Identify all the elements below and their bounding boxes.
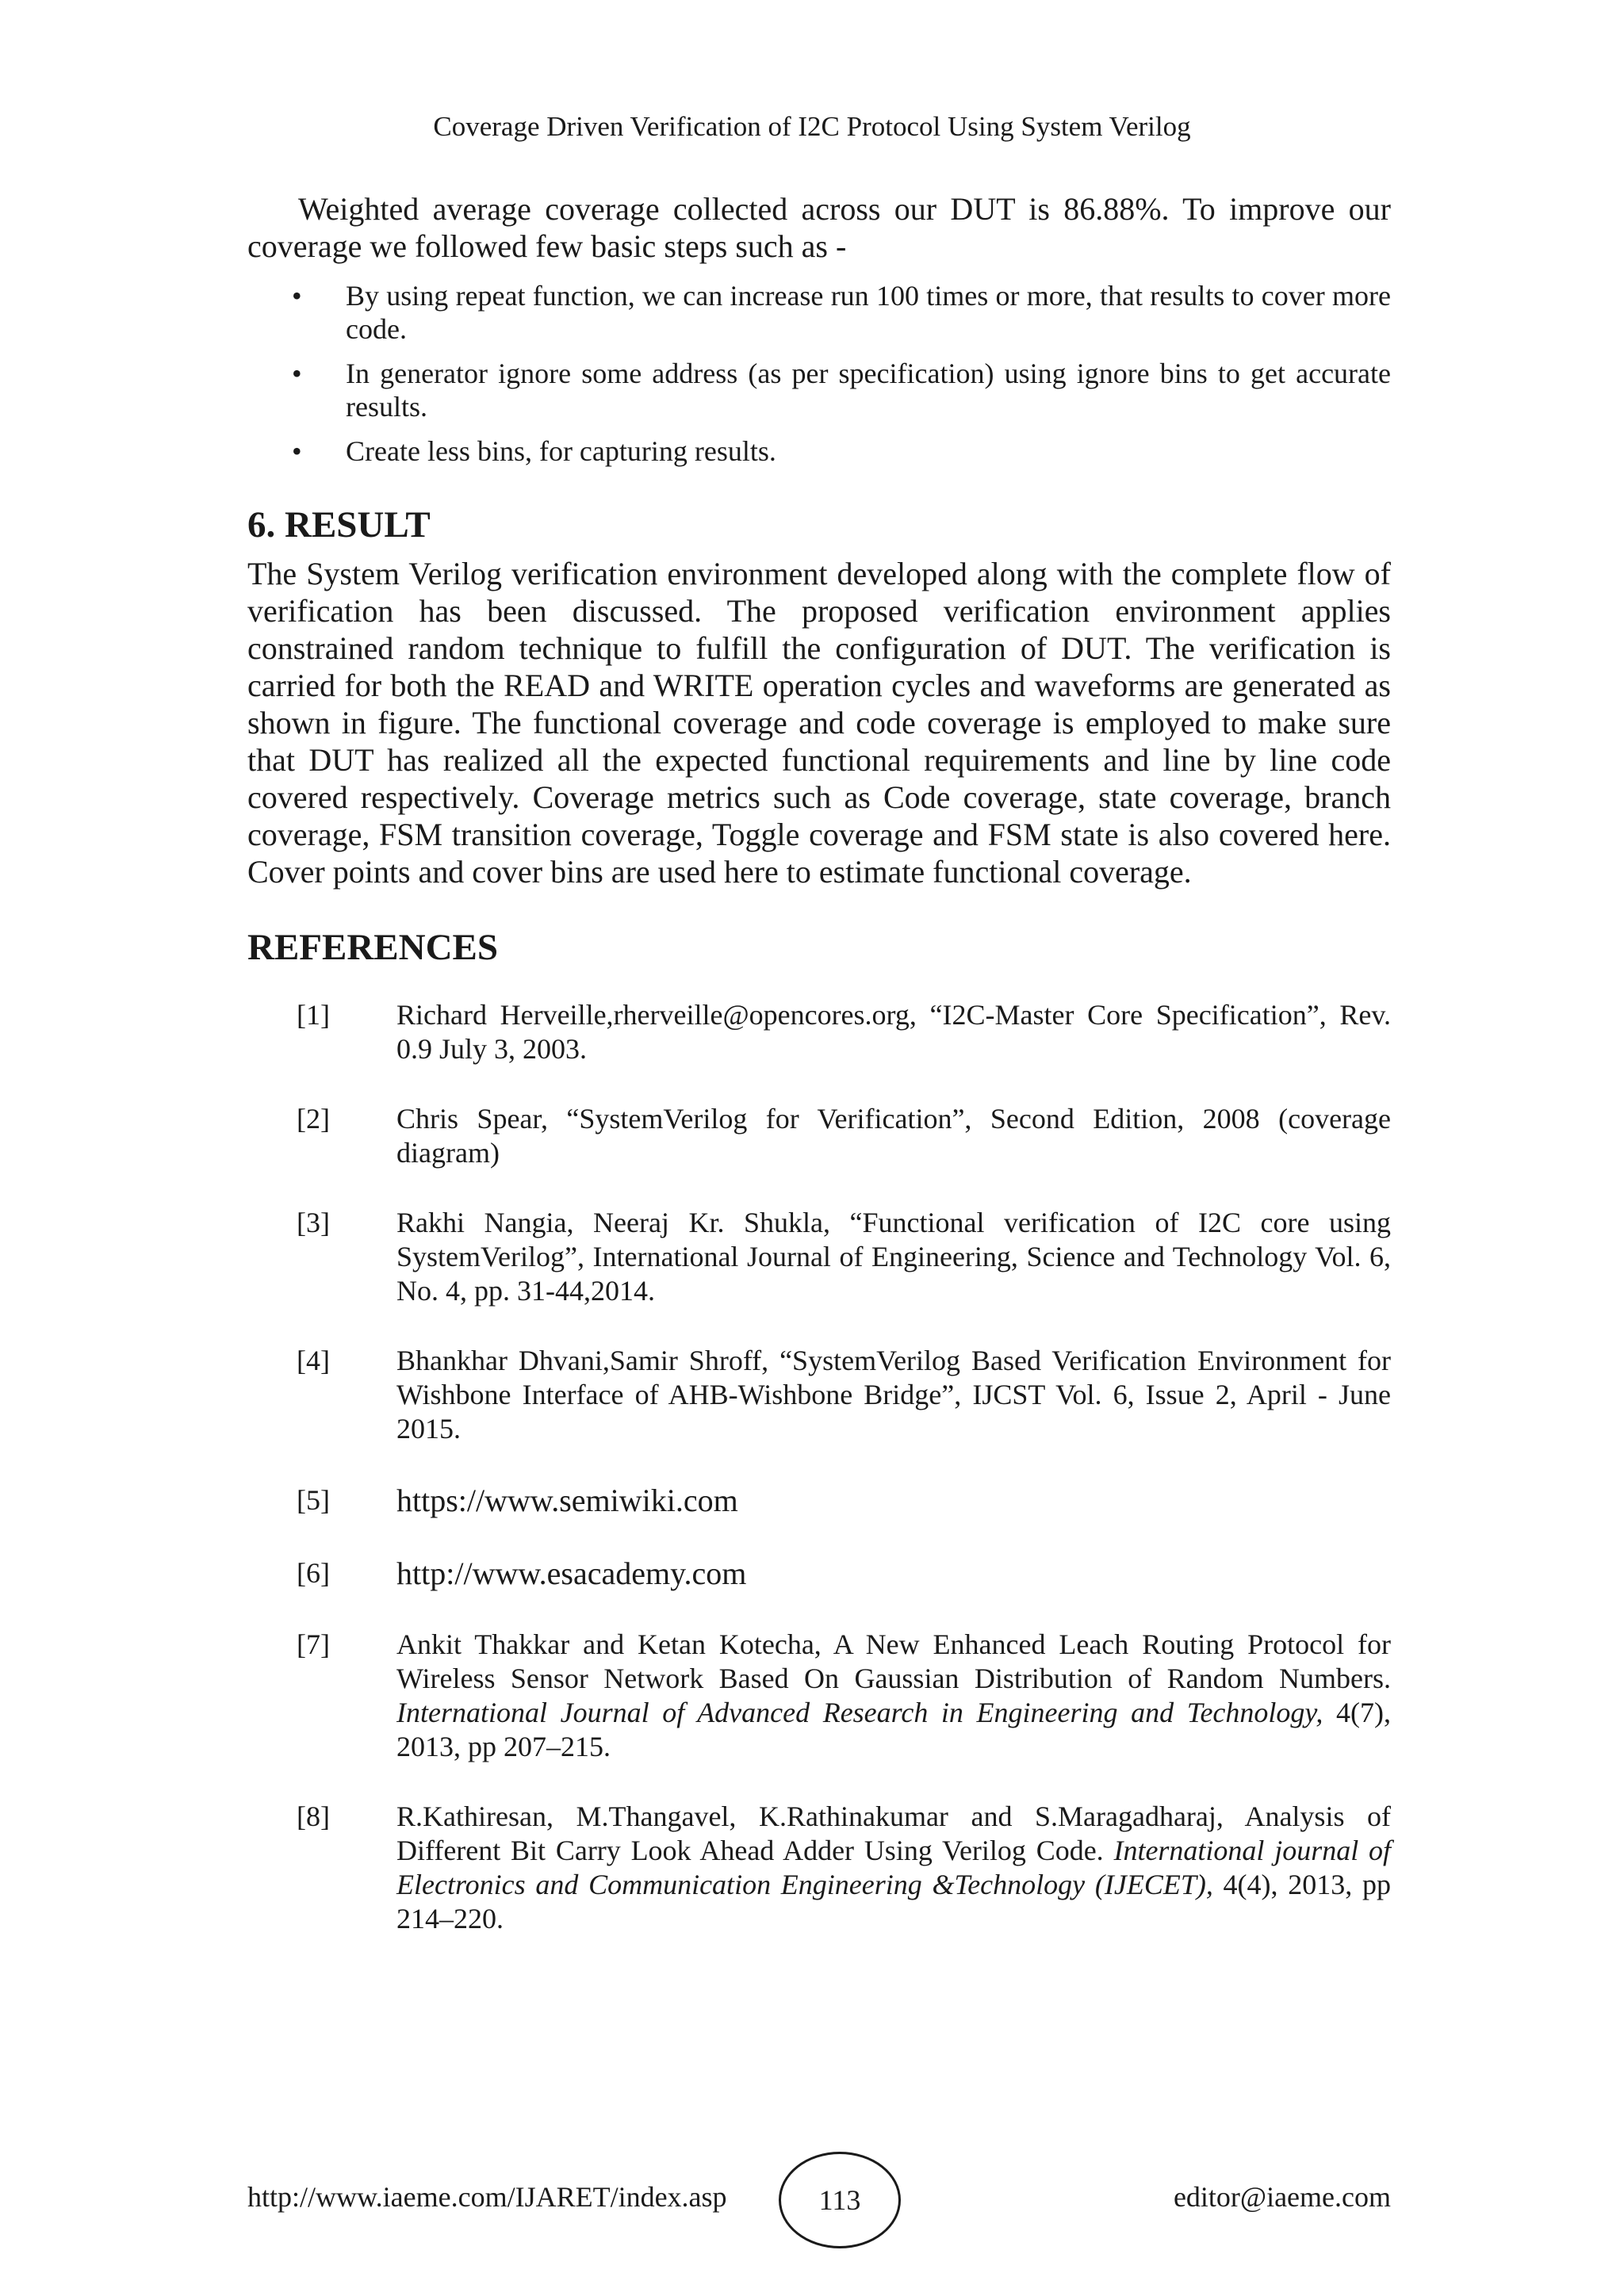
reference-number: [7]: [297, 1628, 330, 1660]
reference-text: Chris Spear, “SystemVerilog for Verification”, Second Edition, 2008 (coverage diagram): [396, 1103, 1391, 1169]
reference-text: R.Kathiresan, M.Thangavel, K.Rathinakumar and S.Maragadharaj, Analysis of Different Bit Carry Look Ahead Adder Using Verilog Code.: [396, 1800, 1391, 1866]
result-paragraph: The System Verilog verification environment developed along with the complete flow of verification has been discussed. The proposed verification environment applies constrained random technique to fulfill the configuration of DUT. The verification is carried for both the READ and WRITE operation cycles and waveforms are generated as shown in figure. The functional coverage and code coverage is employed to make sure that DUT has realized all the expected functional requirements and line by line code covered respectively. Coverage metrics such as Code coverage, state coverage, branch coverage, FSM transition coverage, Toggle coverage and FSM state is also covered here. Cover points and cover bins are used here to estimate functional coverage.: [247, 556, 1391, 890]
coverage-steps-list: [247, 279, 1391, 468]
reference-journal: International Journal of Advanced Research in Engineering and Technology,: [396, 1697, 1323, 1728]
footer-url-link[interactable]: http://www.iaeme.com/IJARET/index.asp: [247, 2181, 727, 2213]
reference-link[interactable]: https://www.semiwiki.com: [396, 1483, 738, 1518]
reference-number: [6]: [297, 1557, 330, 1589]
list-item: [247, 279, 1391, 346]
references-heading: REFERENCES: [247, 927, 499, 968]
result-heading: 6. RESULT: [247, 504, 431, 545]
reference-number: [3]: [297, 1207, 330, 1238]
reference-item: [247, 1555, 1391, 1592]
footer-email-link[interactable]: editor@iaeme.com: [1173, 2181, 1391, 2213]
running-header: Coverage Driven Verification of I2C Protocol Using System Verilog: [433, 111, 1191, 142]
list-item: [247, 357, 1391, 423]
reference-text-tail: 4(7), 2013, pp 207–215.: [396, 1697, 1391, 1762]
list-item-text: By using repeat function, we can increase run 100 times or more, that results to cover more code.: [346, 280, 1391, 345]
bullet-icon: •: [292, 280, 302, 312]
page-footer: [247, 2152, 1391, 2247]
page-number-badge: 113: [779, 2152, 901, 2248]
reference-number: [2]: [297, 1103, 330, 1135]
reference-item: [247, 1800, 1391, 1936]
reference-link[interactable]: http://www.esacademy.com: [396, 1556, 747, 1591]
bullet-icon: •: [292, 435, 302, 467]
reference-item: [247, 1344, 1391, 1446]
intro-paragraph: Weighted average coverage collected across our DUT is 86.88%. To improve our coverage we followed few basic steps such as -: [247, 191, 1391, 264]
reference-number: [4]: [297, 1345, 330, 1376]
reference-text: Richard Herveille,rherveille@opencores.org, “I2C-Master Core Specification”, Rev. 0.9 July 3, 2003.: [396, 999, 1391, 1065]
reference-number: [5]: [297, 1484, 330, 1516]
bullet-icon: •: [292, 358, 302, 389]
reference-text: Ankit Thakkar and Ketan Kotecha, A New Enhanced Leach Routing Protocol for Wireless Sensor Network Based On Gaussian Distribution of Random Numbers.: [396, 1628, 1391, 1694]
page-content: [247, 190, 1391, 1972]
list-item-text: Create less bins, for capturing results.: [346, 435, 776, 467]
reference-journal: International journal of Electronics and Communication Engineering &Technology (IJECET),: [396, 1835, 1391, 1900]
reference-text: Bhankhar Dhvani,Samir Shroff, “SystemVerilog Based Verification Environment for Wishbone Interface of AHB-Wishbone Bridge”, IJCST Vol. 6, Issue 2, April - June 2015.: [396, 1345, 1391, 1445]
reference-item: [247, 1482, 1391, 1519]
list-item: [247, 434, 1391, 468]
reference-number: [8]: [297, 1800, 330, 1832]
reference-number: [1]: [297, 999, 330, 1031]
reference-item: [247, 1206, 1391, 1308]
reference-text: Rakhi Nangia, Neeraj Kr. Shukla, “Functional verification of I2C core using SystemVerilog”, International Journal of Engineering, Science and Technology Vol. 6, No. 4, pp. 31-44,2014.: [396, 1207, 1391, 1307]
list-item-text: In generator ignore some address (as per specification) using ignore bins to get accurate results.: [346, 358, 1391, 423]
reference-item: [247, 1102, 1391, 1170]
references-list: [247, 998, 1391, 1936]
reference-item: [247, 1628, 1391, 1764]
reference-text-tail: 4(4), 2013, pp 214–220.: [396, 1869, 1391, 1934]
reference-item: [247, 998, 1391, 1066]
